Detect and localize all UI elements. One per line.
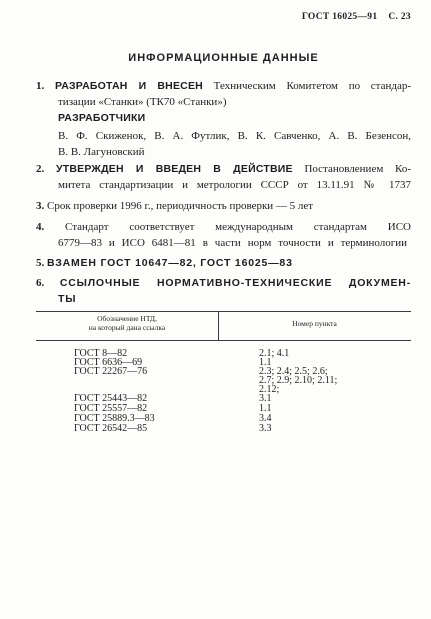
item-4-text: Стандарт соответствует международным стандартам ИСО — [65, 221, 411, 233]
item-1-line-2: тизации «Станки» (ТК70 «Станки») — [58, 96, 227, 108]
item-4-number: 4. — [36, 221, 45, 233]
table-row-clauses: 1.1 — [259, 357, 272, 368]
item-3-line-1 — [36, 200, 411, 213]
item-2-number: 2. — [36, 163, 45, 175]
item-1-text: Техническим Комитетом по стандар- — [213, 80, 412, 92]
table-row-document: ГОСТ 6636—69 — [74, 357, 143, 368]
table-row-clauses: 2.7; 2.9; 2.10; 2.11; — [259, 375, 338, 386]
table-row-clauses: 3.1 — [259, 393, 272, 404]
developers-heading-text: РАЗРАБОТЧИКИ — [58, 112, 146, 124]
table-row-document: ГОСТ 22267—76 — [74, 366, 148, 377]
table-row-document: ГОСТ 25443—82 — [74, 393, 148, 404]
developers-line-2: В. В. Лагуновский — [58, 146, 145, 158]
section-title: ИНФОРМАЦИОННЫЕ ДАННЫЕ — [128, 52, 319, 64]
table-row-document: ГОСТ 25889.3—83 — [74, 413, 155, 424]
table-row-clauses: 1.1 — [259, 403, 272, 414]
item-6-lead-continued: ТЫ — [58, 293, 77, 305]
table-row-clauses: 3.4 — [259, 413, 272, 424]
item-1-number: 1. — [36, 80, 45, 92]
developers-line-1: В. Ф. Скиженок, В. А. Футлик, В. К. Савченко, А. В. Безенсон, — [58, 130, 411, 142]
item-4-line-2: 6779—83 и ИСО 6481—81 в части норм точности и терминологии — [58, 237, 407, 249]
item-2-lead: УТВЕРЖДЕН И ВВЕДЕН В ДЕЙСТВИЕ — [56, 163, 293, 175]
table-header-clause: Номер пункта — [292, 318, 337, 328]
item-1-lead: РАЗРАБОТАН И ВНЕСЕН — [54, 80, 203, 92]
item-5-lead: ВЗАМЕН ГОСТ 10647—82, ГОСТ 16025—83 — [47, 257, 293, 269]
item-4-line-1 — [36, 221, 411, 234]
item-3-number: 3. — [36, 200, 45, 212]
page-header — [200, 11, 411, 23]
table-header-rule — [36, 340, 411, 341]
item-6-line-2 — [58, 293, 411, 306]
item-3-text: Срок проверки 1996 г., периодичность проверки — 5 лет — [47, 200, 314, 212]
item-5-number: 5. — [36, 257, 45, 269]
page-number: С. 23 — [388, 12, 411, 22]
table-header-document-line-1: Обозначение НТД, — [97, 314, 157, 323]
table-row-document: ГОСТ 8—82 — [74, 348, 128, 359]
table-row-clauses: 3.3 — [259, 423, 272, 434]
table-row-clauses: 2.12; — [259, 384, 280, 395]
table-row-document: ГОСТ 26542—85 — [74, 423, 148, 434]
item-6-line-1 — [36, 277, 411, 290]
table-top-rule — [36, 311, 411, 312]
developers-heading — [58, 112, 411, 125]
table-row-clauses: 2.1; 4.1 — [259, 348, 290, 359]
item-2-line-1 — [36, 163, 411, 176]
item-2-text: Постановлением Ко- — [304, 163, 411, 175]
item-5-line-1 — [36, 257, 411, 270]
item-6-number: 6. — [36, 277, 45, 289]
item-1-line-1 — [36, 80, 411, 93]
item-6-lead: ССЫЛОЧНЫЕ НОРМАТИВНО-ТЕХНИЧЕСКИЕ ДОКУМЕН- — [59, 277, 411, 289]
table-header-document-line-2: на который дана ссылка — [88, 322, 166, 332]
table-row-document: ГОСТ 25557—82 — [74, 403, 148, 414]
standard-number: ГОСТ 16025—91 — [301, 12, 378, 22]
table-row-clauses: 2.3; 2.4; 2.5; 2.6; — [259, 366, 328, 377]
item-2-line-2: митета стандартизации и метрологии СССР от 13.11.91 № 1737 — [58, 179, 411, 191]
